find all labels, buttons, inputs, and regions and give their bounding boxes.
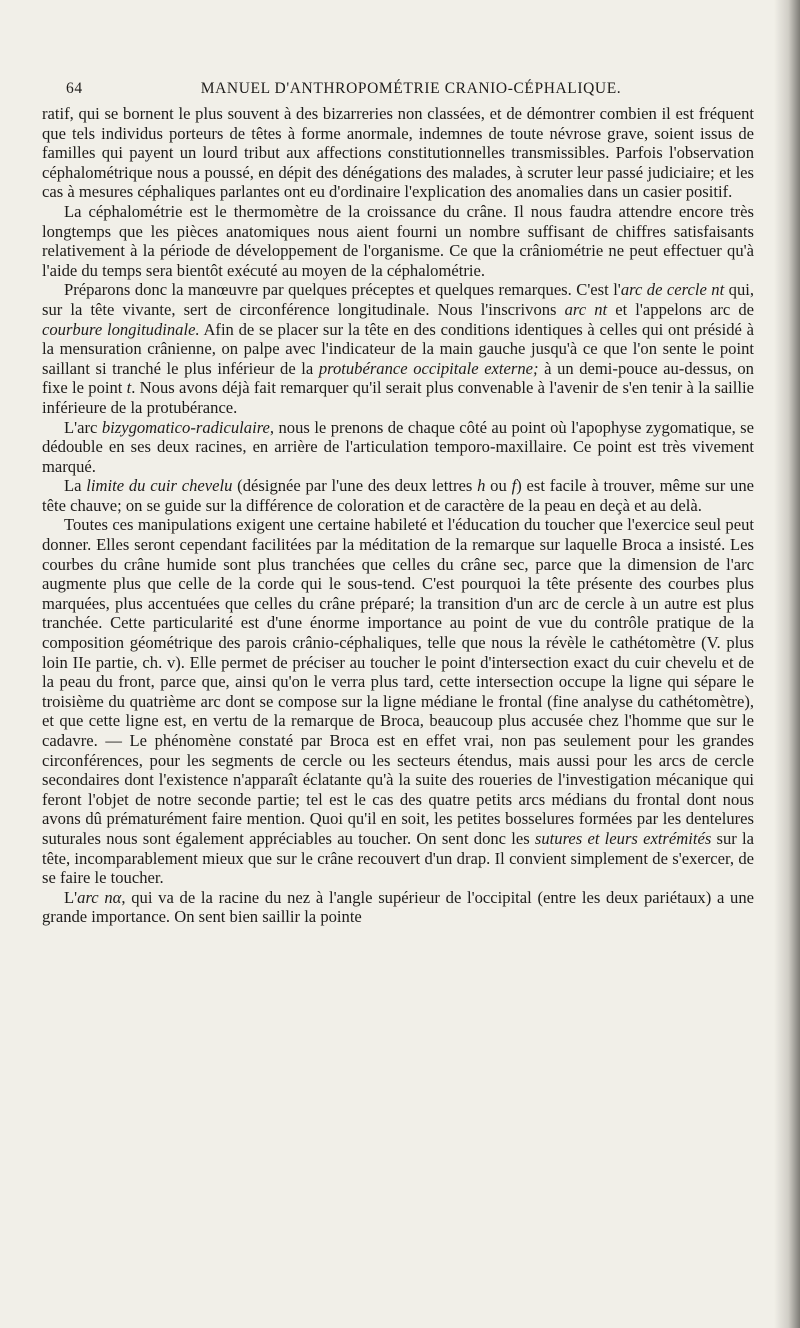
italic-run: limite du cuir chevelu: [86, 476, 233, 496]
italic-run: arc nt: [564, 299, 608, 319]
italic-run: bizygomatico-radiculaire: [101, 417, 270, 437]
text-run: La céphalométrie est le thermomètre de la croissance du crâne. Il nous faudra attendre encore très longtemps que les pièces anatomiques nous aient fourni un nombre suffisant de chiffres satisfaisants relativement à la période de développement de l'organisme. Ce que la crâniométrie ne peut effectuer qu'à l'aide du temps sera bientôt exécuté au moyen de la céphalométrie.: [42, 201, 754, 280]
text-run: L'arc: [64, 417, 102, 437]
paragraph: [42, 418, 754, 477]
italic-run: t: [126, 378, 132, 398]
text-run: qui, sur la tête vivante, sert de circonférence longitudinale. Nous l'inscrivons: [42, 280, 754, 319]
paragraph: [42, 476, 754, 515]
text-run: et l'appelons arc de: [607, 299, 755, 319]
text-run: à un demi-pouce au-dessus, on fixe le point: [42, 358, 754, 398]
text-run: Préparons donc la manœuvre par quelques préceptes et quelques remarques. C'est l': [64, 280, 621, 300]
running-title: MANUEL D'ANTHROPOMÉTRIE CRANIO-CÉPHALIQUE.: [200, 80, 622, 97]
italic-run: courbure longitudinale.: [42, 319, 200, 339]
italic-run: arc nα: [77, 887, 122, 907]
italic-run: f: [511, 476, 517, 496]
page-edge-shadow: [774, 0, 800, 1328]
text-run: La: [64, 476, 87, 496]
text-run: Afin de se placer sur la tête en des conditions identiques à celles qui ont présidé à la mensuration crânienne, on palpe avec l'indicateur de la main gauche jusqu'à ce que l'on sente le point saillant si tranché le plus inférieur de la: [42, 319, 754, 378]
italic-run: sutures et leurs extrémités: [534, 828, 712, 848]
body-text: [42, 104, 754, 927]
text-run: ou: [485, 476, 512, 496]
text-run: ) est facile à trouver, même sur une tête chauve; on se guide sur la différence de coloration et de caractère de la peau en deçà et au delà.: [42, 476, 754, 515]
text-run: sur la tête, incomparablement mieux que sur le crâne recouvert d'un drap. Il convient simplement de s'exercer, de se faire le toucher.: [42, 828, 754, 888]
text-run: . Nous avons déjà fait remarquer qu'il serait plus convenable à l'avenir de s'en tenir à la saillie inférieure de la protubérance.: [42, 378, 754, 417]
text-run: ratif, qui se bornent le plus souvent à des bizarreries non classées, et de démontrer combien il est fréquent que tels individus porteurs de têtes à forme anormale, indemnes de toute névrose grave, soient issus de familles qui payent un lourd tribut aux affections constitutionnelles transmissibles. Parfois l'observation céphalométrique nous a poussé, en dépit des dénégations des malades, à scruter leur passé judiciaire; et les cas à mesures céphaliques parlantes ont eu d'ordinaire l'explication des anomalies dans un casier positif.: [42, 104, 754, 202]
italic-run: arc de cercle nt: [620, 280, 725, 300]
paragraph: [42, 888, 754, 927]
paragraph: [42, 280, 754, 417]
italic-run: protubérance occipitale externe;: [318, 358, 539, 378]
paragraph: [42, 515, 754, 887]
page-number: 64: [66, 80, 83, 97]
italic-run: h: [477, 476, 486, 496]
paragraph: [42, 104, 754, 202]
text-run: L': [64, 887, 78, 907]
text-run: (désignée par l'une des deux lettres: [232, 476, 478, 496]
text-run: , nous le prenons de chaque côté au point où l'apophyse zygomatique, se dédouble en ses deux racines, en arrière de l'articulation temporo-maxillaire. Ce point est très vivement marqué.: [42, 417, 754, 476]
paragraph: [42, 202, 754, 280]
text-run: Toutes ces manipulations exigent une certaine habileté et l'éducation du toucher que l'exercice seul peut donner. Elles seront cependant facilitées par la méditation de la remarque sur laquelle Broca a insisté. Les courbes du crâne humide sont plus tranchées que celles du crâne sec, parce que la dimension de l'arc augmente plus que celle de la corde qui le sous-tend. C'est pourquoi la tête présente des courbes plus marquées, plus accentuées que celles du crâne préparé; la transition d'un arc de cercle à un autre est plus tranchée. Cette particularité est d'une énorme importance au point de vue du contrôle pratique de la composition géométrique des parois crânio-céphaliques, telle que nous la révèle le cathétomètre (V. plus loin IIe partie, ch. v). Elle permet de préciser au toucher le point d'intersection exact du cuir chevelu et de la peau du front, parce que, ainsi qu'on le verra plus tard, cette intersection occupe la ligne qui sépare le troisième du quatrième arc dont se compose sur la ligne médiane le frontal (fine analyse du cathétomètre), et que cette ligne est, en vertu de la remarque de Broca, beaucoup plus accusée chez l'homme que sur le cadavre. — Le phénomène constaté par Broca est en effet vrai, non pas seulement pour les grandes circonférences, pour les segments de cercle ou les secteurs étendus, mais aussi pour les arcs de cercle secondaires dont l'existence n'apparaît éclatante qu'à la suite des roueries de l'investigation mécanique qui feront l'objet de notre seconde partie; tel est le cas des quatre petits arcs médians du frontal dont nous avons dû prématurément faire mention. Quoi qu'il en soit, les petites bosselures formées par les dentelures suturales nous sont également appréciables au toucher. On sent donc les: [42, 515, 754, 848]
text-run: , qui va de la racine du nez à l'angle supérieur de l'occipital (entre les deux pariétaux) a une grande importance. On sent bien saillir la pointe: [42, 887, 754, 927]
running-header: [66, 80, 756, 100]
